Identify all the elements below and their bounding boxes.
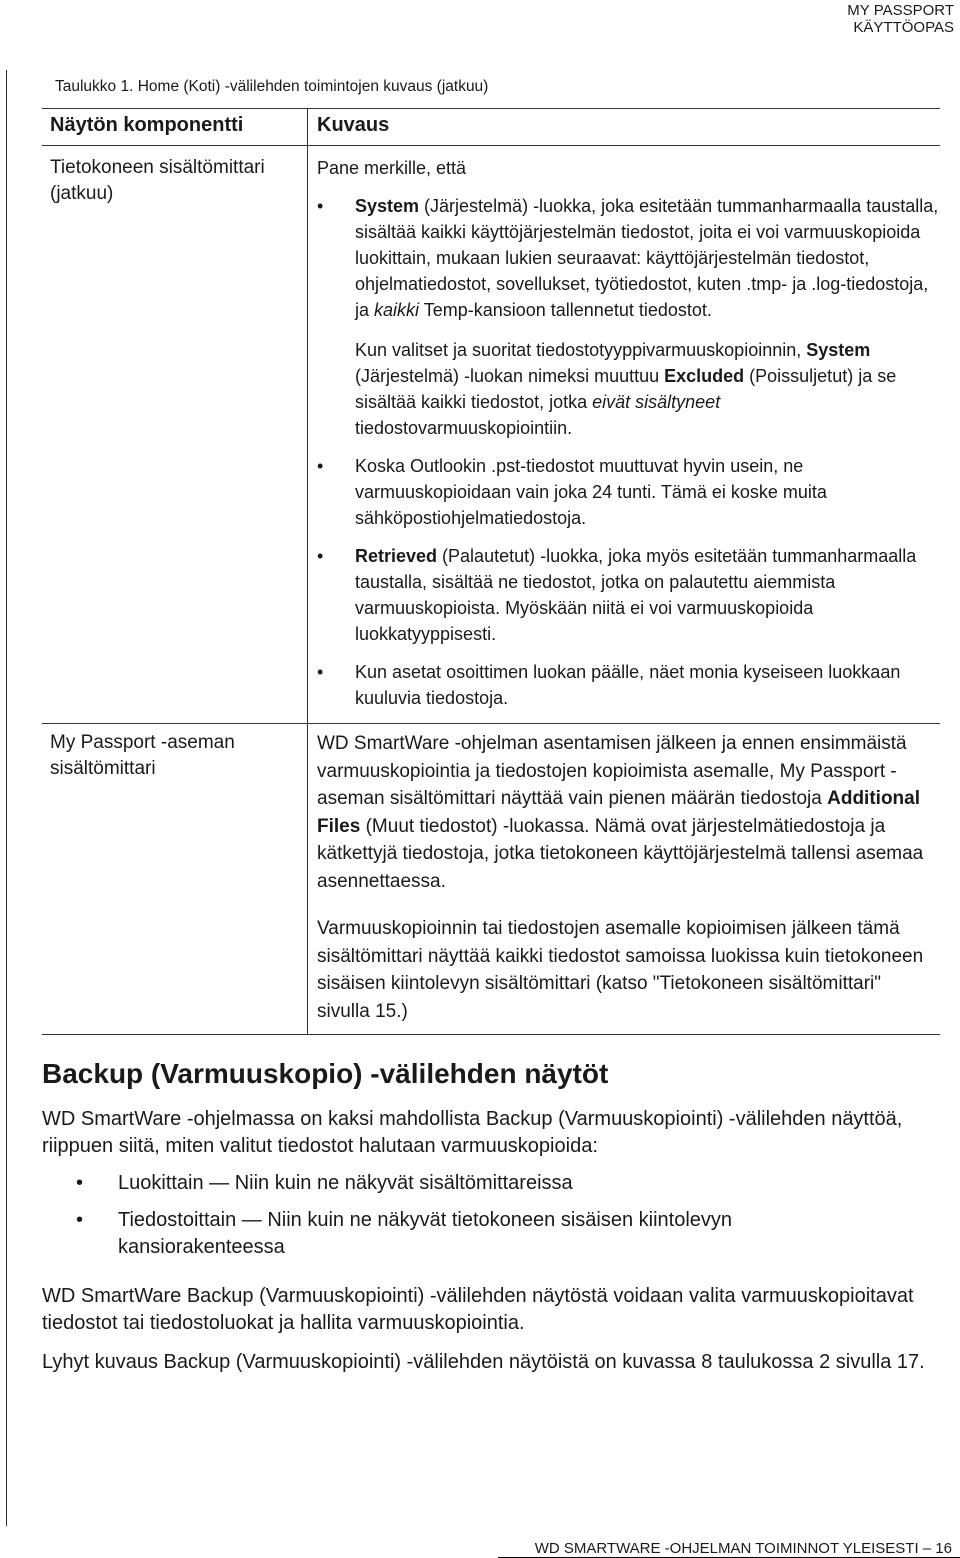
row1-description: [317, 155, 939, 711]
table-bottom-rule: [42, 1034, 940, 1035]
table-header-rule: [42, 145, 940, 146]
bullet-system: [317, 193, 939, 323]
bullet-dot: •: [76, 1209, 84, 1231]
section-bullet-1: [42, 1170, 942, 1197]
bullet-outlook: [317, 453, 939, 531]
section-intro: WD SmartWare -ohjelmassa on kaksi mahdollista Backup (Varmuuskopiointi) -välilehden näyttöä, riippuen siitä, miten valitut tiedostot halutaan varmuuskopioida:: [42, 1108, 903, 1157]
bullet-text: Koska Outlookin .pst-tiedostot muuttuvat hyvin usein, ne varmuuskopioidaan vain joka 24 tunti. Tämä ei koske muita sähköpostiohjelmatiedostoja.: [355, 456, 827, 528]
section-paragraph-2: Lyhyt kuvaus Backup (Varmuuskopiointi) -välilehden näytöistä on kuvassa 8 taulukossa 2 sivulla 17.: [42, 1351, 925, 1373]
section-bullet-2: [42, 1207, 838, 1261]
bullet-dot: •: [317, 546, 324, 566]
row2-paragraph-2: Varmuuskopioinnin tai tiedostojen asemalle kopioimisen jälkeen tämä sisältömittari näyttää kaikki tiedostot samoissa luokissa kuin tietokoneen sisäisen kiintolevyn sisältömittari (katso "Tietokoneen sisältömittari" sivulla 15.): [317, 918, 924, 1022]
row2-paragraph-1: [317, 730, 939, 895]
para-text: Kun valitset ja suoritat tiedostotyyppivarmuuskopioinnin,: [355, 340, 807, 360]
additional-files-term: Additional Files: [317, 788, 921, 837]
bullet-text: Temp-kansioon tallennetut tiedostot.: [419, 300, 712, 320]
header-line-1: MY PASSPORT: [847, 2, 954, 19]
section-paragraph-1: WD SmartWare Backup (Varmuuskopiointi) -välilehden näytöstä voidaan valita varmuuskopioitavat tiedostot tai tiedostoluokat ja hallita varmuuskopiointia.: [42, 1285, 914, 1334]
emphasis: eivät sisältyneet: [592, 392, 721, 412]
bullet-retrieved: [317, 543, 939, 647]
table-column-rule: [307, 108, 308, 1035]
table-row-rule: [42, 723, 940, 724]
header-line-2: KÄYTTÖOPAS: [853, 19, 954, 36]
bullet-dot: •: [317, 662, 324, 682]
left-margin-rule: [6, 70, 7, 1526]
running-header: [847, 2, 954, 36]
bullet-dot: •: [317, 456, 324, 476]
row2-component: My Passport -aseman sisältömittari: [50, 732, 235, 779]
bullet-text: (Palautetut) -luokka, joka myös esitetään tummanharmaalla taustalla, sisältää ne tiedostot, jotka on palautettu aiemmista varmuuskopioista. Myöskään niitä ei voi varmuuskopioida luokkatyyppisesti.: [355, 546, 917, 644]
section-body: [42, 1106, 942, 1376]
bullet-text: Kun asetat osoittimen luokan päälle, näet monia kyseiseen luokkaan kuuluvia tiedostoja.: [355, 662, 901, 708]
column-header-component: Näytön komponentti: [50, 114, 244, 136]
system-term: System: [355, 196, 420, 216]
table-caption: Taulukko 1. Home (Koti) -välilehden toimintojen kuvaus (jatkuu): [55, 78, 489, 95]
bullet-dot: •: [76, 1172, 84, 1194]
excluded-term: Excluded: [664, 366, 745, 386]
section-heading: Backup (Varmuuskopio) -välilehden näytöt: [42, 1058, 609, 1089]
para-text: WD SmartWare -ohjelman asentamisen jälkeen ja ennen ensimmäistä varmuuskopiointia ja tiedostojen kopioimista asemalle, My Passport -aseman sisältömittari näyttää vain pienen määrän tiedostoja: [317, 733, 907, 809]
emphasis: kaikki: [374, 300, 420, 320]
row2-description: [317, 730, 939, 1025]
page-footer: WD SMARTWARE -OHJELMAN TOIMINNOT YLEISESTI – 16: [534, 1540, 952, 1557]
para-text: (Muut tiedostot) -luokassa. Nämä ovat järjestelmätiedostoja ja kätkettyjä tiedostoja, jotka tietokoneen käyttöjärjestelmä tallensi asemaa asennettaessa.: [317, 815, 924, 892]
para-text: (Järjestelmä) -luokan nimeksi muuttuu: [355, 366, 665, 386]
system-term: System: [806, 340, 871, 360]
system-excluded-paragraph: [317, 337, 939, 441]
bullet-text: Tiedostoittain — Niin kuin ne näkyvät tietokoneen sisäisen kiintolevyn kansiorakenteessa: [118, 1209, 733, 1258]
retrieved-term: Retrieved: [355, 546, 438, 566]
para-text: (Poissuljetut) ja se sisältää kaikki tiedostot, jotka: [355, 366, 897, 412]
table-top-rule: [42, 108, 940, 109]
row1-intro: Pane merkille, että: [317, 158, 467, 178]
bullet-text: (Järjestelmä) -luokka, joka esitetään tummanharmaalla taustalla, sisältää kaikki käyttöjärjestelmän tiedostot, joita ei voi varmuuskopioida luokittain, mukaan lukien seuraavat: käyttöjärjestelmän tiedostot, ohjelmatiedostot, sovellukset, työtiedostot, kuten .tmp- ja .log-tiedostoja, ja: [355, 196, 939, 320]
bullet-hover: [317, 659, 939, 711]
para-text: tiedostovarmuuskopiointiin.: [355, 418, 573, 438]
row1-component: Tietokoneen sisältömittari (jatkuu): [50, 157, 265, 204]
bullet-text: Luokittain — Niin kuin ne näkyvät sisältömittareissa: [118, 1172, 573, 1194]
column-header-description: Kuvaus: [317, 114, 390, 136]
bullet-dot: •: [317, 196, 324, 216]
